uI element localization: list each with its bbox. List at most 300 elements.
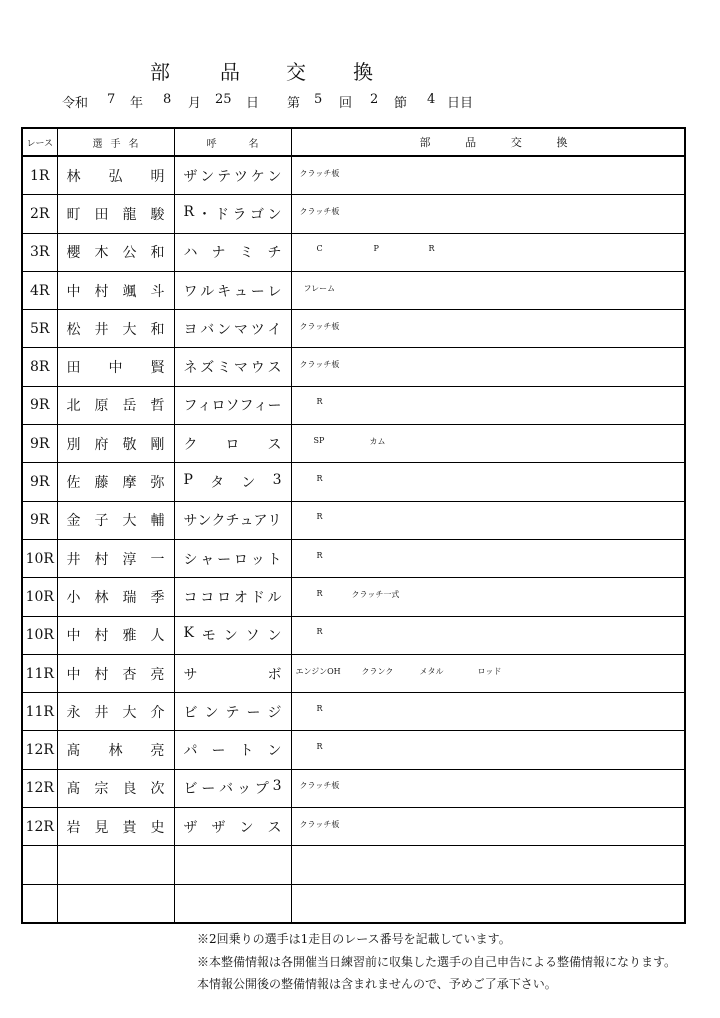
player-name-char: 井 [94,321,109,338]
player-name-chars [58,166,174,186]
part-item: クラッチ板 [299,206,340,216]
table-row [22,195,685,233]
header-callname [174,128,291,156]
call-name-char: テ [225,704,240,721]
call-name [174,348,291,386]
player-name-char: 木 [94,245,109,262]
player-name-chars [58,204,174,224]
part-item: クラッチ板 [299,168,340,178]
call-name-char: ツ [233,168,248,185]
player-name-char: 弥 [150,475,165,492]
call-name-char: ン [217,321,232,338]
part-item: R [316,474,323,484]
call-name-char: ウ [250,360,265,377]
call-name-char: ザ [183,168,198,185]
player-name-char: 中 [108,360,123,377]
call-name-char: ア [253,513,268,530]
player-name-char: 府 [94,436,109,453]
call-name-char: P [183,472,193,489]
call-name-char: ザ [183,819,198,836]
part-item: R [316,588,323,598]
day-label: 日 [246,96,260,111]
player-name-chars [58,817,174,837]
parts-cell [291,539,685,577]
parts-cell [291,233,685,271]
race-number: 12R [22,808,57,846]
player-name-char: 杏 [122,666,137,683]
call-name-char: キ [217,283,232,300]
player-name-chars [58,664,174,684]
part-item: R [316,703,323,713]
year: 7 [107,92,116,107]
player-name-char: 季 [150,589,165,606]
race-number: 3R [22,233,57,271]
parts-cell [291,501,685,539]
call-name-char: ン [200,168,215,185]
call-name-char: ロ [211,398,226,415]
empty-cell [22,884,57,923]
call-name-char: タ [210,475,225,492]
player-name [57,654,174,692]
call-name-char: ー [201,781,216,798]
race-number: 8R [22,348,57,386]
part-item: フレーム [303,283,336,293]
month: 8 [163,92,172,107]
call-name-char: ュ [233,283,248,300]
call-name [174,578,291,616]
player-name-char: 町 [66,206,81,223]
player-name-chars [58,357,174,377]
call-name-chars [175,472,291,492]
parts-cell [291,310,685,348]
table-row [22,693,685,731]
call-name-chars [175,740,291,760]
part-item: クラッチ板 [299,360,340,370]
call-name-chars [175,664,291,684]
player-name-char: 貴 [122,819,137,836]
header-player-char: 選 [92,138,103,150]
player-name-char: 中 [66,283,81,300]
call-name-char: シ [183,551,198,568]
empty-cell [291,846,685,884]
player-name-char: 和 [150,321,165,338]
player-name-char: 公 [122,245,137,262]
era: 令和 [62,96,89,111]
part-item: クラッチ板 [299,819,340,829]
race-number: 12R [22,769,57,807]
parts-cell [291,693,685,731]
parts-cell [291,654,685,692]
call-name-char: ソ [245,628,260,645]
empty-cell [57,884,174,923]
call-name-char: ン [241,475,256,492]
table-row [22,731,685,769]
parts-cell [291,463,685,501]
player-name-char: 颯 [122,283,137,300]
call-name-char: ス [267,360,282,377]
call-name-char: ス [267,819,282,836]
table-row [22,386,685,424]
player-name-char: 剛 [150,436,165,453]
player-name [57,616,174,654]
call-name-char: K [183,625,194,642]
race-number: 4R [22,271,57,309]
call-name-char: ン [223,628,238,645]
call-name-char: チ [267,245,282,262]
table-row [22,463,685,501]
race-number: 9R [22,501,57,539]
player-name-char: 岳 [122,398,137,415]
call-name-char: レ [267,283,282,300]
parts-cell [291,271,685,309]
call-name-char: コ [200,589,215,606]
part-item: クラッチ板 [299,781,340,791]
player-name [57,693,174,731]
player-name-chars [58,587,174,607]
call-name-char: ロ [225,436,240,453]
player-name-char: 瑞 [122,589,137,606]
player-name-char: 佐 [66,475,81,492]
header-player-char: 名 [128,138,139,150]
part-item: クラッチ板 [299,321,340,331]
call-name-char: ィ [253,398,268,415]
title-char: 部 [150,60,170,84]
call-name-char: プ [254,781,269,798]
header-player-char: 手 [110,138,121,150]
date-line [0,92,720,112]
player-name-chars [58,625,174,645]
player-name-char: 亮 [150,743,165,760]
parts-cell [291,348,685,386]
player-name-char: 摩 [122,475,137,492]
player-name [57,195,174,233]
player-name-chars [58,472,174,492]
table-row [22,808,685,846]
player-name-char: 村 [94,628,109,645]
call-name-char: ハ [183,245,198,262]
table-row [22,769,685,807]
player-name-char: 林 [108,743,123,760]
call-name-chars [175,778,291,798]
player-name-char: 史 [150,819,165,836]
call-name-char: 3 [272,472,282,489]
month-label: 月 [188,96,202,111]
call-name-char: ソ [225,398,240,415]
table-row [22,348,685,386]
call-name-char: ザ [211,819,226,836]
call-name-char: ッ [236,781,251,798]
call-name-char: ン [267,206,282,223]
call-name-chars [175,357,291,377]
call-name [174,731,291,769]
table-row [22,156,685,195]
player-name-char: 雅 [122,628,137,645]
call-name-char: ー [217,551,232,568]
player-name-char: 村 [94,283,109,300]
empty-row [22,846,685,884]
part-item: R [316,742,323,752]
player-name-char: 北 [66,398,81,415]
part-item: R [316,627,323,637]
parts-cell [291,731,685,769]
call-name-chars [175,587,291,607]
header-parts-char: 換 [556,136,568,149]
player-name [57,501,174,539]
call-name-char: バ [200,321,215,338]
call-name [174,769,291,807]
player-name-char: 髙 [66,781,81,798]
call-name-char: サ [183,666,198,683]
player-name-char: 岩 [66,819,81,836]
header-player [57,128,174,156]
player-name-char: 村 [94,666,109,683]
call-name [174,425,291,463]
call-name [174,195,291,233]
player-name-char: 良 [122,781,137,798]
player-name-char: 髙 [66,743,81,760]
call-name-char: ト [267,551,282,568]
call-name-char: ツ [250,321,265,338]
call-name-char: ー [211,743,226,760]
player-name [57,156,174,195]
header-parts [291,128,685,156]
player-name-char: 田 [66,360,81,377]
call-name-char: リ [267,513,282,530]
call-name-char: マ [233,360,248,377]
call-name-char: ビ [183,704,198,721]
part-item: R [316,397,323,407]
player-name-chars [58,549,174,569]
call-name-chars [175,625,291,645]
call-name-chars [175,702,291,722]
table-row [22,233,685,271]
part-item: エンジンOH [295,666,341,676]
title-char: 交 [286,60,306,84]
call-name-chars [175,510,291,530]
call-name-char: テ [217,168,232,185]
player-name-char: 櫻 [66,245,81,262]
day-number: 2 [370,92,379,107]
call-name [174,539,291,577]
day-count: 4 [427,92,436,107]
call-name-char: ヨ [183,321,198,338]
player-name [57,386,174,424]
call-name [174,156,291,195]
note-line: ※本整備情報は各開催当日練習前に収集した選手の自己申告による整備情報になります。 [197,954,677,969]
table-row [22,539,685,577]
table-row [22,501,685,539]
player-name-char: 龍 [122,206,137,223]
call-name-char: ナ [211,245,226,262]
parts-cell [291,769,685,807]
part-item: R [428,244,435,254]
call-name-char: ド [215,206,230,223]
player-name-chars [58,434,174,454]
player-name-char: 駿 [150,206,165,223]
call-name-char: ネ [183,360,198,377]
player-name-char: 井 [94,704,109,721]
call-name-char: フ [239,398,254,415]
race-number: 9R [22,463,57,501]
player-name-char: 淳 [122,551,137,568]
parts-cell [291,425,685,463]
parts-cell [291,195,685,233]
empty-cell [291,884,685,923]
part-item: R [316,550,323,560]
call-name-char: ミ [217,360,232,377]
call-name-char: R [183,203,195,220]
call-name-char: コ [183,589,198,606]
call-name-char: ロ [233,551,248,568]
player-name-char: 田 [94,206,109,223]
player-name [57,463,174,501]
call-name-char: ン [239,819,254,836]
call-name-char: マ [233,321,248,338]
call-name [174,463,291,501]
call-name-char: ャ [200,551,215,568]
part-item: C [316,244,323,254]
header-callname-char: 名 [248,138,259,150]
call-name-char: サ [183,513,198,530]
player-name-char: 宗 [94,781,109,798]
player-name-char: 哲 [150,398,165,415]
part-item: ロッド [477,666,502,676]
player-name [57,808,174,846]
player-name-chars [58,319,174,339]
player-name-char: 大 [122,321,137,338]
call-name-char: ィ [197,398,212,415]
player-name [57,539,174,577]
player-name-char: 亮 [150,666,165,683]
day: 25 [215,92,232,107]
parts-cell [291,386,685,424]
call-name-chars [175,166,291,186]
call-name-char: ト [239,743,254,760]
call-name [174,501,291,539]
call-name-char: ゴ [249,206,264,223]
call-name-char: パ [183,743,198,760]
call-name-char: ー [250,283,265,300]
parts-cell [291,616,685,654]
race-number: 11R [22,654,57,692]
call-name-char: フ [183,398,198,415]
player-name-char: 斗 [150,283,165,300]
call-name-char: ン [197,513,212,530]
race-number: 10R [22,616,57,654]
player-name-char: 大 [122,704,137,721]
player-name [57,769,174,807]
day-count-label: 日目 [447,96,474,111]
call-name-char: ン [267,628,282,645]
player-name-char: 賢 [150,360,165,377]
empty-cell [57,846,174,884]
call-name [174,310,291,348]
player-name-char: 村 [94,551,109,568]
player-name-char: 小 [66,589,81,606]
race-number: 5R [22,310,57,348]
call-name-char: ル [200,283,215,300]
empty-cell [174,846,291,884]
notes [197,928,676,996]
empty-cell [174,884,291,923]
call-name-char: ミ [239,245,254,262]
call-name-chars [175,242,291,262]
parts-cell [291,578,685,616]
player-name [57,731,174,769]
player-name-char: 輔 [150,513,165,530]
call-name-char: 3 [272,778,282,795]
player-name-char: 一 [150,551,165,568]
part-item: クラッチ一式 [351,589,400,599]
player-name-char: 藤 [94,475,109,492]
player-name-char: 中 [66,628,81,645]
call-name-char: ボ [267,666,282,683]
call-name-char: ・ [197,206,212,223]
empty-row [22,884,685,923]
call-name [174,693,291,731]
call-name-char: ラ [232,206,247,223]
call-name-char: オ [233,589,248,606]
call-name-char: バ [219,781,234,798]
player-name-chars [58,702,174,722]
call-name [174,271,291,309]
call-name-char: ビ [183,781,198,798]
player-name-char: 別 [66,436,81,453]
call-name-char: イ [267,321,282,338]
session-label: 回 [339,96,353,111]
parts-cell [291,808,685,846]
race-number: 12R [22,731,57,769]
player-name-char: 弘 [108,168,123,185]
call-name-char: ロ [217,589,232,606]
race-number: 2R [22,195,57,233]
call-name-char: ル [267,589,282,606]
parts-exchange-table [21,127,686,924]
title-char: 品 [220,60,240,84]
part-item: カム [369,436,386,446]
call-name-char: ワ [183,283,198,300]
call-name-char: モ [201,628,216,645]
part-item: メタル [419,666,444,676]
header-parts-char: 交 [510,136,522,149]
call-name-chars [175,549,291,569]
call-name-char: ケ [250,168,265,185]
call-name-char: ュ [239,513,254,530]
part-item: クランク [361,666,394,676]
call-name-char: ー [246,704,261,721]
empty-cell [22,846,57,884]
call-name-char: ッ [250,551,265,568]
player-name-char: 敬 [122,436,137,453]
player-name-char: 中 [66,666,81,683]
call-name-chars [175,395,291,415]
table-row [22,425,685,463]
call-name-char: ス [267,436,282,453]
note-line: ※2回乗りの選手は1走目のレース番号を記載しています。 [197,932,511,946]
call-name-chars [175,434,291,454]
call-name-char: チ [225,513,240,530]
call-name [174,616,291,654]
player-name [57,271,174,309]
note-line: 本情報公開後の整備情報は含まれませんので、予めご了承下さい。 [197,977,557,991]
year-label: 年 [130,96,144,111]
call-name [174,233,291,271]
session: 5 [314,92,323,107]
header-parts-char: 品 [465,136,477,149]
player-name-char: 子 [94,513,109,530]
player-name-chars [58,740,174,760]
part-item: R [316,512,323,522]
